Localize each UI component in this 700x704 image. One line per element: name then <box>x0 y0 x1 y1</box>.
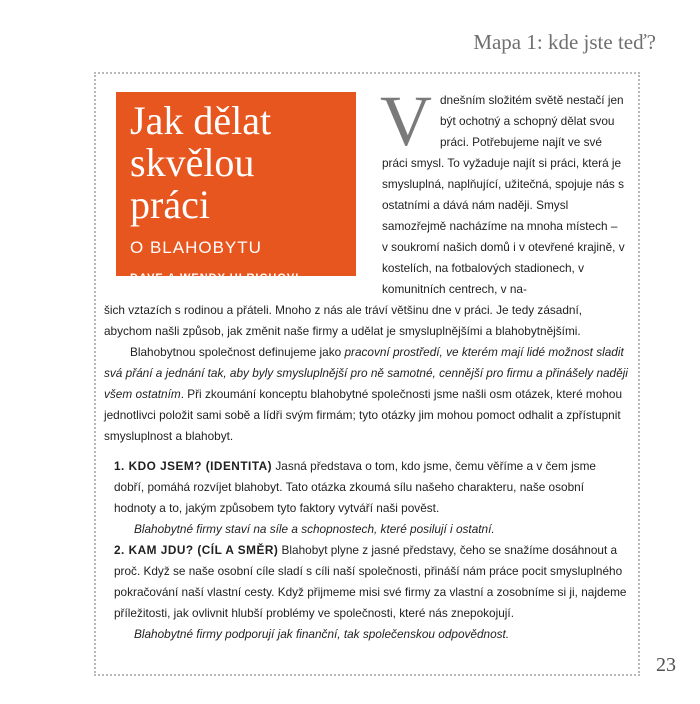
book-authors: DAVE A WENDY ULRICHOVI <box>130 272 300 284</box>
book-title-box <box>116 92 356 284</box>
book-subtitle: O BLAHOBYTU <box>130 238 262 257</box>
drop-cap: V <box>380 81 432 161</box>
question-2-paragraph <box>114 540 628 624</box>
question-1-tagline: Blahobytné firmy staví na síle a schopnostech, které posilují i ostatní. <box>134 522 495 536</box>
question-1-text: Jasná představa o tom, kdo jsme, čemu věříme a v čem jsme dobří, pomáhá rozvíjet blahobyt. Tato otázka zkoumá sílu našeho charakteru, naše osobní hodnoty a to, jakým způsobem tyto faktory vytváří naši pověst. <box>114 459 596 515</box>
question-2-text: Blahobyt plyne z jasné představy, čeho se snažíme dosáhnout a proč. Když se naše osobní cíle sladí s cíli naší společnosti, přináší nám práce pocit smysluplného pokračování naší vlastní cesty. Když přijmeme misi své firmy za vlastní a zosobníme si ji, najdeme příležitosti, jak ovlivnit hlubší problémy ve společnosti, které nás znepokojují. <box>114 543 627 620</box>
book-title-line2: skvělou práci <box>130 140 255 227</box>
intro-paragraph-1-end: šich vztazích s rodinou a přáteli. Mnoho z nás ale tráví většinu dne v práci. Je tedy zásadní, abychom našli způsob, jak změnit naše firmy a udělat je smysluplnějšími a blahobytnějšími. <box>104 303 583 338</box>
question-1 <box>114 456 628 540</box>
intro-continuation <box>104 300 628 447</box>
book-title <box>130 100 342 226</box>
intro-column <box>380 81 626 300</box>
question-2-tagline: Blahobytné firmy podporují jak finanční, tak společenskou odpovědnost. <box>134 627 510 641</box>
book-title-line1: Jak dělat <box>130 98 272 143</box>
running-head: Mapa 1: kde jste teď? <box>473 30 656 54</box>
question-1-paragraph <box>114 456 628 519</box>
p2-definition: pracovní prostředí, ve kterém mají lidé možnost sladit svá přání a jednání tak, aby byly smysluplnější pro ně samotné, cennější pro firmu a přinášely naději všem ostatním <box>104 345 628 401</box>
p2-start: Blahobytnou společnost definujeme jako <box>130 345 345 359</box>
question-2 <box>114 540 628 645</box>
p2-end: . Při zkoumání konceptu blahobytné společnosti jsme našli osm otázek, které mohou jednotlivci položit sami sobě a lídři svým firmám; tyto otázky jim mohou pomoct odhalit a zpřístupnit smysluplnost a blahobyt. <box>104 387 623 443</box>
intro-column-text: dnešním složitém světě nestačí jen být ochotný a schopný dělat svou práci. Potřebujeme najít ve své práci smysl. To vyžaduje najít si práci, která je smysluplná, naplňující, užitečná, spojuje nás s ostatními a dává nám naději. Smysl samozřejmě nacházíme na mnoha místech – v soukromí našich domů i v otevřené krajině, v kostelích, na fotbalových stadionech, v komunitních centrech, v na- <box>382 93 625 296</box>
page-number: 23 <box>656 654 676 676</box>
intro-paragraph-2 <box>104 342 628 447</box>
question-2-label: 2. KAM JDU? (CÍL A SMĚR) <box>114 543 279 557</box>
question-1-label: 1. KDO JSEM? (IDENTITA) <box>114 459 273 473</box>
